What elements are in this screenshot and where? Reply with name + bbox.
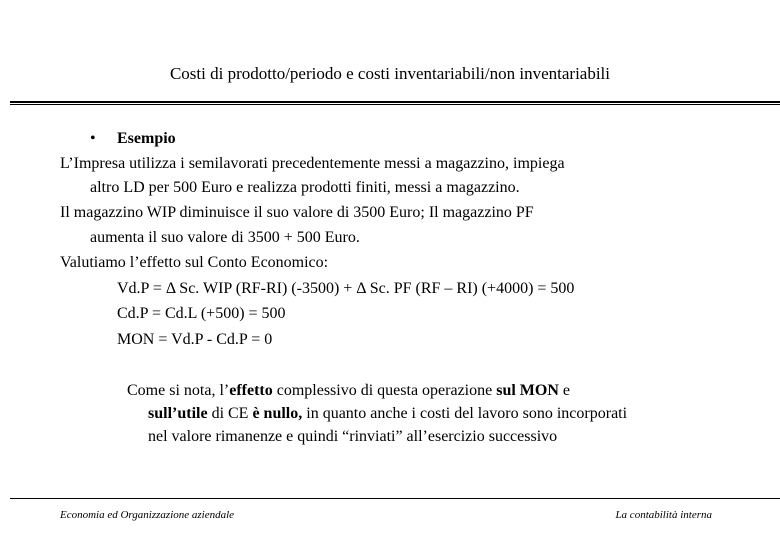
bullet-icon: •: [90, 130, 96, 147]
note-bold: sul MON: [496, 382, 559, 399]
note-bold: effetto: [229, 382, 273, 399]
footer-course: Economia ed Organizzazione aziendale: [60, 509, 235, 521]
footer-rule: [10, 498, 780, 499]
text-line: L’Impresa utilizza i semilavorati precedentemente messi a magazzino, impiega: [60, 155, 565, 172]
note-line-3: nel valore rimanenze e quindi “rinviati” all’esercizio successivo: [148, 428, 558, 445]
note-text: Come si nota, l’: [127, 382, 230, 399]
title-rule-thin: [10, 104, 780, 105]
example-heading: Esempio: [117, 130, 176, 147]
note-text: in quanto anche i costi del lavoro sono incorporati: [302, 405, 628, 422]
formula-cdp: Cd.P = Cd.L (+500) = 500: [117, 305, 286, 322]
note-line-2: [148, 405, 627, 423]
note-bold: sull’utile: [148, 405, 208, 422]
note-text: di CE: [207, 405, 253, 422]
text-line: Il magazzino WIP diminuisce il suo valore di 3500 Euro; Il magazzino PF: [60, 204, 534, 221]
text-line: altro LD per 500 Euro e realizza prodotti finiti, messi a magazzino.: [90, 179, 520, 196]
title-rule: [10, 101, 780, 103]
note-text: e: [558, 382, 571, 399]
formula-vdp: Vd.P = Δ Sc. WIP (RF-RI) (-3500) + Δ Sc. PF (RF – RI) (+4000) = 500: [117, 280, 575, 297]
note-line-1: [127, 382, 570, 400]
footer-topic: La contabilità interna: [615, 509, 712, 521]
note-text: complessivo di questa operazione: [272, 382, 497, 399]
formula-mon: MON = Vd.P - Cd.P = 0: [117, 331, 273, 348]
text-line: aumenta il suo valore di 3500 + 500 Euro.: [90, 229, 360, 246]
slide-title: Costi di prodotto/periodo e costi inventariabili/non inventariabili: [169, 64, 611, 83]
note-bold: è nullo,: [252, 405, 303, 422]
text-line: Valutiamo l’effetto sul Conto Economico:: [60, 254, 329, 271]
